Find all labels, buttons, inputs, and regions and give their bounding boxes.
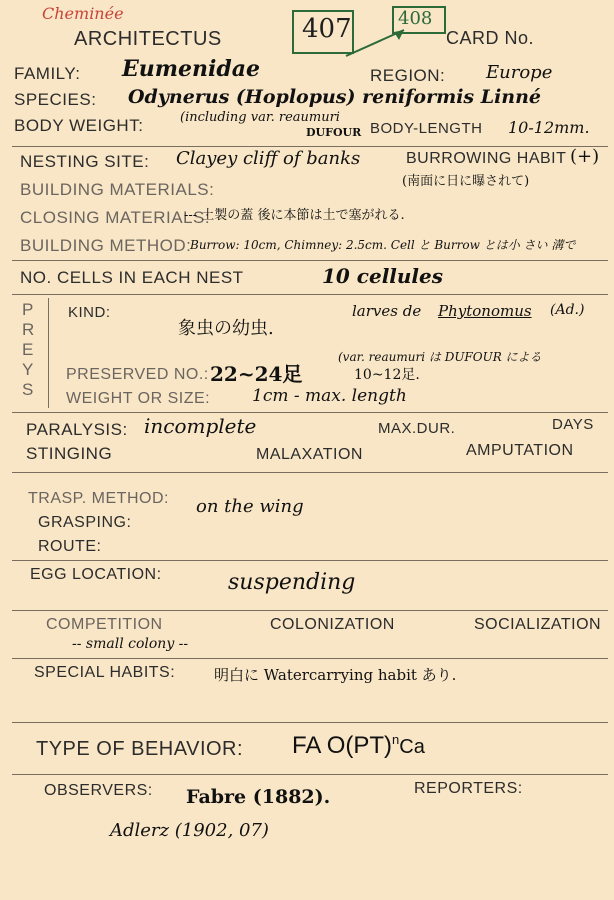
building-materials-label: BUILDING MATERIALS: bbox=[20, 180, 215, 199]
body-weight-label: BODY WEIGHT: bbox=[14, 116, 144, 135]
family-value: Eumenidae bbox=[122, 56, 261, 82]
burrowing-habit-value: (+) bbox=[570, 146, 600, 167]
socialization-label: SOCIALIZATION bbox=[474, 616, 602, 633]
divider bbox=[12, 472, 608, 473]
behavior-formula-sup: n bbox=[392, 732, 400, 747]
stinging-label: STINGING bbox=[26, 444, 113, 463]
prey-kind-value-en: larves de bbox=[352, 302, 422, 320]
prey-kind-suffix: (Ad.) bbox=[550, 302, 585, 318]
behavior-formula-tail: Ca bbox=[399, 736, 425, 758]
transport-value: on the wing bbox=[196, 496, 304, 517]
header-annotation: Cheminée bbox=[42, 4, 124, 23]
divider bbox=[12, 610, 608, 611]
preserved-no-value: 22~24足 bbox=[210, 362, 303, 386]
egg-location-value: suspending bbox=[228, 570, 356, 595]
special-habits-label: SPECIAL HABITS: bbox=[34, 664, 176, 681]
divider bbox=[12, 658, 608, 659]
region-label: REGION: bbox=[370, 66, 446, 85]
body-length-label: BODY-LENGTH bbox=[370, 120, 483, 137]
card-number-new: 408 bbox=[398, 8, 433, 29]
closing-materials-value: --- 土製の蓋 後に本節は土で塞がれる. bbox=[184, 208, 405, 223]
body-weight-note: (including var. reaumuri bbox=[180, 110, 340, 125]
cells-value: 10 cellules bbox=[322, 264, 444, 288]
divider bbox=[12, 146, 608, 147]
preserved-no-label: PRESERVED NO.: bbox=[66, 366, 209, 383]
paralysis-label: PARALYSIS: bbox=[26, 420, 128, 439]
divider bbox=[12, 260, 608, 261]
behavior-type-value bbox=[292, 732, 425, 760]
region-value: Europe bbox=[486, 62, 553, 83]
grasping-label: GRASPING: bbox=[38, 514, 132, 531]
body-weight-author: DUFOUR bbox=[306, 126, 362, 139]
burrowing-habit-note: (南面に日に曝されて) bbox=[402, 174, 530, 189]
closing-materials-label: CLOSING MATERIALS: bbox=[20, 208, 211, 227]
weight-size-label: WEIGHT OR SIZE: bbox=[66, 390, 211, 407]
malaxation-label: MALAXATION bbox=[256, 446, 363, 463]
weight-size-value: 1cm - max. length bbox=[252, 386, 407, 406]
days-label: DAYS bbox=[552, 416, 594, 433]
nesting-site-label: NESTING SITE: bbox=[20, 152, 150, 171]
competition-label: COMPETITION bbox=[46, 616, 163, 633]
preys-divider bbox=[48, 298, 49, 408]
competition-note: -- small colony -- bbox=[72, 636, 189, 652]
card-title: ARCHITECTUS bbox=[74, 28, 222, 50]
amputation-label: AMPUTATION bbox=[466, 442, 574, 459]
egg-location-label: EGG LOCATION: bbox=[30, 566, 162, 583]
burrowing-habit-label: BURROWING HABIT bbox=[406, 150, 567, 167]
divider bbox=[12, 774, 608, 775]
card-number-arrow bbox=[340, 22, 420, 62]
divider bbox=[12, 412, 608, 413]
colonization-label: COLONIZATION bbox=[270, 616, 395, 633]
prey-kind-label: KIND: bbox=[68, 304, 111, 321]
prey-kind-value-jp: 象虫の幼虫. bbox=[178, 318, 274, 339]
nesting-site-value: Clayey cliff of banks bbox=[176, 148, 361, 169]
behavior-type-label: TYPE OF BEHAVIOR: bbox=[36, 738, 244, 760]
prey-kind-genus: Phytonomus bbox=[438, 302, 532, 320]
building-method-label: BUILDING METHOD: bbox=[20, 236, 192, 255]
preserved-no-note2: 10~12足. bbox=[354, 367, 420, 383]
observers-value: Fabre (1882). bbox=[186, 786, 331, 808]
route-label: ROUTE: bbox=[38, 538, 102, 555]
paralysis-value: incomplete bbox=[144, 414, 257, 438]
cells-label: NO. CELLS IN EACH NEST bbox=[20, 268, 244, 287]
reporters-label: REPORTERS: bbox=[414, 780, 523, 797]
card-number-old: 407 bbox=[302, 14, 352, 44]
preys-side-label: PREYS bbox=[22, 300, 35, 399]
observers-label: OBSERVERS: bbox=[44, 782, 153, 799]
body-length-value: 10-12mm. bbox=[508, 118, 590, 137]
building-method-value: Burrow: 10cm, Chimney: 2.5cm. Cell と Burrow とは小 さい 溝で bbox=[190, 238, 576, 252]
observers-value-2: Adlerz (1902, 07) bbox=[110, 820, 269, 841]
divider bbox=[12, 294, 608, 295]
transport-method-label: TRASP. METHOD: bbox=[28, 490, 169, 507]
divider bbox=[12, 722, 608, 723]
special-habits-value: 明白に Watercarrying habit あり. bbox=[214, 666, 457, 684]
species-value: Odynerus (Hoplopus) reniformis Linné bbox=[128, 86, 542, 108]
species-label: SPECIES: bbox=[14, 90, 97, 109]
divider bbox=[12, 560, 608, 561]
card-number-label: CARD No. bbox=[446, 28, 535, 48]
behavior-formula: FA O(PT) bbox=[292, 732, 393, 759]
family-label: FAMILY: bbox=[14, 64, 81, 83]
preserved-no-note: (var. reaumuri は DUFOUR による bbox=[338, 350, 542, 364]
max-duration-label: MAX.DUR. bbox=[378, 420, 456, 437]
